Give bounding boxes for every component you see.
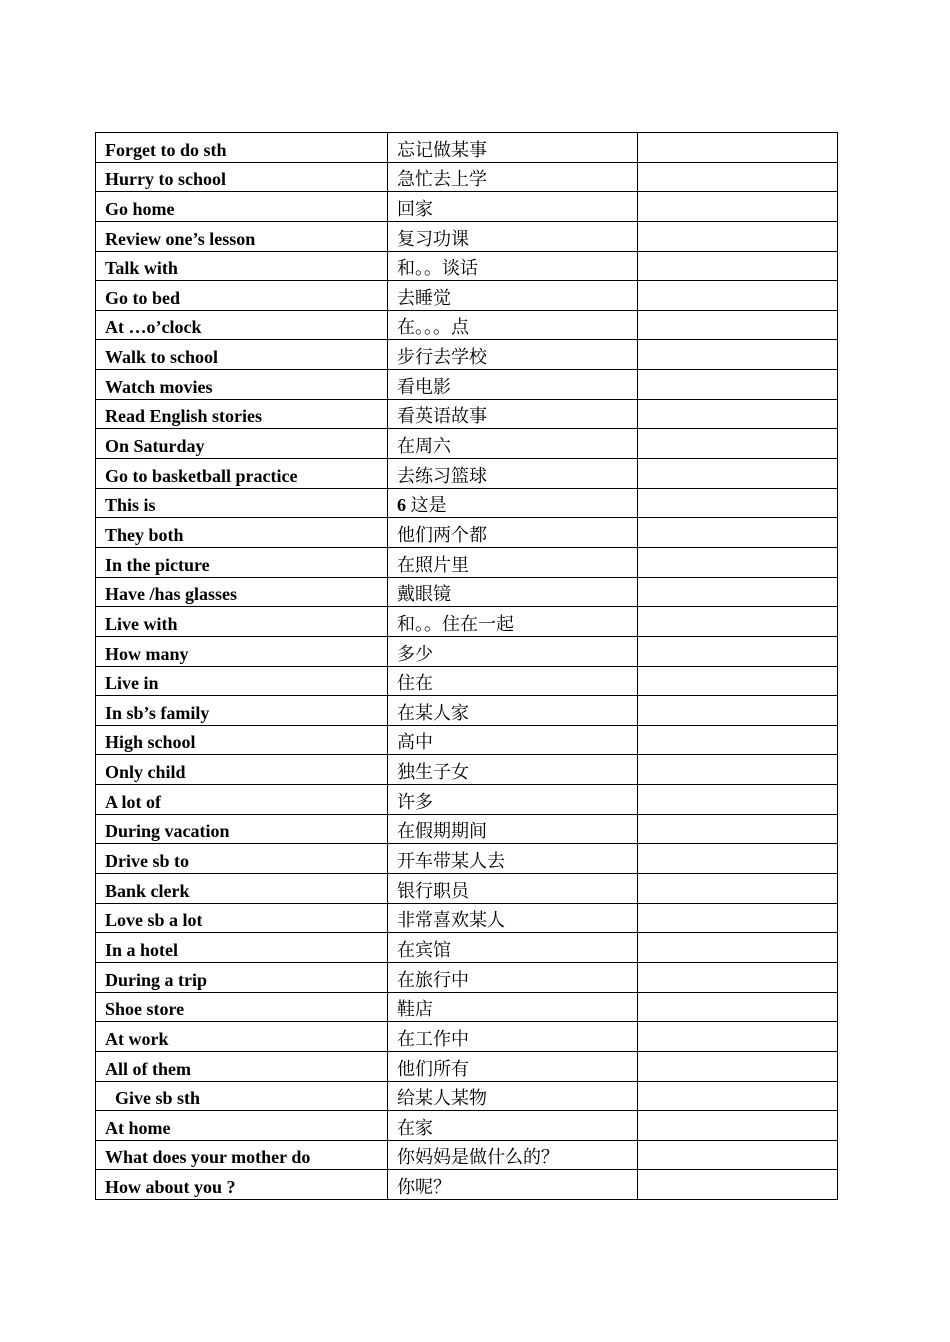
english-phrase: High school	[105, 732, 196, 753]
chinese-meaning: 在某人家	[397, 702, 469, 723]
blank-cell	[638, 1081, 838, 1111]
english-phrase: In the picture	[105, 554, 210, 575]
chinese-meaning-wrap	[397, 614, 514, 636]
blank-cell	[638, 1170, 838, 1200]
chinese-meaning-wrap	[397, 970, 469, 992]
table-row	[96, 310, 838, 340]
chinese-meaning-cell	[388, 310, 638, 340]
chinese-meaning-cell	[388, 874, 638, 904]
table-row	[96, 459, 838, 489]
chinese-meaning: 他们所有	[397, 1058, 469, 1079]
chinese-meaning-cell	[388, 488, 638, 518]
english-phrase: How about you ?	[105, 1177, 236, 1198]
blank-cell	[638, 903, 838, 933]
chinese-meaning-cell	[388, 1022, 638, 1052]
blank-cell	[638, 844, 838, 874]
chinese-meaning-wrap	[397, 584, 451, 606]
chinese-meaning-wrap	[397, 851, 505, 873]
blank-cell	[638, 370, 838, 400]
english-phrase-cell	[96, 636, 388, 666]
table-row	[96, 1111, 838, 1141]
chinese-meaning-wrap	[397, 466, 487, 488]
chinese-meaning-wrap	[397, 140, 487, 162]
english-phrase: Go to basketball practice	[105, 465, 298, 486]
chinese-meaning-cell	[388, 370, 638, 400]
blank-cell	[638, 281, 838, 311]
english-phrase: In sb’s family	[105, 702, 210, 723]
table-row	[96, 251, 838, 281]
english-phrase: Go to bed	[105, 287, 181, 308]
english-phrase-cell	[96, 725, 388, 755]
chinese-meaning-wrap	[397, 732, 433, 754]
chinese-meaning-wrap	[397, 229, 469, 251]
blank-cell	[638, 192, 838, 222]
blank-cell	[638, 607, 838, 637]
chinese-meaning-cell	[388, 992, 638, 1022]
english-phrase-cell	[96, 370, 388, 400]
chinese-meaning-wrap	[397, 910, 505, 932]
table-row	[96, 1170, 838, 1200]
table-row	[96, 874, 838, 904]
chinese-meaning-wrap	[397, 1088, 487, 1110]
english-phrase-cell	[96, 1022, 388, 1052]
table-row	[96, 429, 838, 459]
chinese-meaning-cell	[388, 1170, 638, 1200]
english-phrase: What does your mother do	[105, 1147, 311, 1168]
chinese-meaning: 去睡觉	[397, 287, 451, 308]
chinese-meaning-wrap	[397, 1059, 469, 1081]
blank-cell	[638, 310, 838, 340]
chinese-meaning: 住在	[397, 673, 433, 694]
english-phrase-cell	[96, 399, 388, 429]
chinese-meaning-wrap	[397, 881, 469, 903]
blank-cell	[638, 547, 838, 577]
english-phrase-cell	[96, 844, 388, 874]
chinese-meaning-wrap	[397, 940, 451, 962]
chinese-meaning-wrap	[397, 999, 433, 1021]
english-phrase-cell	[96, 251, 388, 281]
table-row	[96, 547, 838, 577]
table-row	[96, 281, 838, 311]
english-phrase-cell	[96, 488, 388, 518]
table-row	[96, 696, 838, 726]
chinese-meaning-wrap	[397, 1147, 559, 1169]
table-row	[96, 577, 838, 607]
english-phrase: Go home	[105, 198, 175, 219]
table-row	[96, 607, 838, 637]
chinese-meaning-cell	[388, 429, 638, 459]
english-phrase: Drive sb to	[105, 851, 189, 872]
chinese-meaning-cell	[388, 962, 638, 992]
english-phrase: Live in	[105, 673, 159, 694]
chinese-meaning-wrap	[397, 792, 433, 814]
english-phrase: In a hotel	[105, 939, 179, 960]
chinese-meaning-cell	[388, 340, 638, 370]
chinese-meaning: 在家	[397, 1117, 433, 1138]
chinese-meaning: 在宾馆	[397, 939, 451, 960]
english-phrase: This is	[105, 495, 156, 516]
chinese-meaning-cell	[388, 607, 638, 637]
chinese-meaning-cell	[388, 577, 638, 607]
chinese-meaning-wrap	[397, 199, 433, 221]
chinese-meaning: 鞋店	[397, 999, 433, 1020]
blank-cell	[638, 429, 838, 459]
table-row	[96, 725, 838, 755]
chinese-meaning: 开车带某人去	[397, 851, 505, 872]
chinese-meaning-cell	[388, 192, 638, 222]
chinese-meaning-cell	[388, 281, 638, 311]
chinese-meaning-cell	[388, 399, 638, 429]
blank-cell	[638, 874, 838, 904]
chinese-meaning-cell	[388, 725, 638, 755]
chinese-meaning-wrap	[397, 525, 487, 547]
english-phrase: Read English stories	[105, 406, 263, 427]
english-phrase: Give sb sth	[115, 1088, 201, 1109]
chinese-meaning-cell	[388, 636, 638, 666]
blank-cell	[638, 755, 838, 785]
chinese-meaning: 给某人某物	[397, 1088, 487, 1109]
english-phrase: Love sb a lot	[105, 910, 203, 931]
blank-cell	[638, 933, 838, 963]
blank-cell	[638, 577, 838, 607]
chinese-meaning-wrap	[397, 644, 433, 666]
chinese-meaning-cell	[388, 1051, 638, 1081]
chinese-meaning-wrap	[397, 673, 433, 695]
blank-cell	[638, 962, 838, 992]
chinese-meaning-wrap	[397, 169, 487, 191]
english-phrase: At home	[105, 1117, 171, 1138]
chinese-meaning-cell	[388, 844, 638, 874]
blank-cell	[638, 221, 838, 251]
table-row	[96, 666, 838, 696]
blank-cell	[638, 340, 838, 370]
table-row	[96, 399, 838, 429]
chinese-meaning: 你妈妈是做什么的？	[397, 1147, 559, 1168]
english-phrase-cell	[96, 814, 388, 844]
chinese-meaning: 忘记做某事	[397, 139, 487, 160]
chinese-meaning-cell	[388, 221, 638, 251]
blank-cell	[638, 696, 838, 726]
chinese-meaning-cell	[388, 251, 638, 281]
blank-cell	[638, 518, 838, 548]
chinese-meaning-wrap	[397, 1177, 451, 1199]
chinese-meaning: 在旅行中	[397, 969, 469, 990]
table-row	[96, 488, 838, 518]
chinese-meaning-wrap	[397, 762, 469, 784]
chinese-meaning: 在照片里	[397, 554, 469, 575]
chinese-meaning: 在。。。点	[397, 317, 469, 338]
english-phrase: Live with	[105, 613, 178, 634]
blank-cell	[638, 162, 838, 192]
english-phrase-cell	[96, 340, 388, 370]
table-row	[96, 992, 838, 1022]
english-phrase-cell	[96, 992, 388, 1022]
chinese-meaning-cell	[388, 785, 638, 815]
table-row	[96, 933, 838, 963]
english-phrase: Walk to school	[105, 347, 219, 368]
english-phrase-cell	[96, 696, 388, 726]
blank-cell	[638, 725, 838, 755]
chinese-meaning: 和。。谈话	[397, 258, 478, 279]
english-phrase: A lot of	[105, 791, 161, 812]
english-phrase: During vacation	[105, 821, 230, 842]
chinese-meaning-wrap	[397, 288, 451, 310]
chinese-meaning: 复习功课	[397, 228, 469, 249]
table-row	[96, 1022, 838, 1052]
english-phrase-cell	[96, 547, 388, 577]
chinese-meaning-wrap	[397, 1118, 433, 1140]
chinese-meaning-wrap	[397, 555, 469, 577]
table-row	[96, 755, 838, 785]
chinese-meaning-cell	[388, 518, 638, 548]
english-phrase: They both	[105, 524, 184, 545]
english-phrase-cell	[96, 785, 388, 815]
chinese-meaning-cell	[388, 1140, 638, 1170]
chinese-meaning: 戴眼镜	[397, 584, 451, 605]
blank-cell	[638, 814, 838, 844]
blank-cell	[638, 636, 838, 666]
chinese-meaning: 步行去学校	[397, 347, 487, 368]
unit-number: 6	[397, 495, 406, 516]
chinese-meaning: 在周六	[397, 436, 451, 457]
table-row	[96, 785, 838, 815]
chinese-meaning: 他们两个都	[397, 524, 487, 545]
chinese-meaning: 高中	[397, 732, 433, 753]
english-phrase: At …o’clock	[105, 317, 202, 338]
english-phrase: Review one’s lesson	[105, 228, 256, 249]
english-phrase-cell	[96, 1051, 388, 1081]
english-phrase: Watch movies	[105, 376, 213, 397]
chinese-meaning: 去练习篮球	[397, 465, 487, 486]
chinese-meaning-cell	[388, 162, 638, 192]
table-row	[96, 192, 838, 222]
table-row	[96, 370, 838, 400]
chinese-meaning: 在工作中	[397, 1028, 469, 1049]
english-phrase-cell	[96, 874, 388, 904]
blank-cell	[638, 992, 838, 1022]
blank-cell	[638, 459, 838, 489]
chinese-meaning: 许多	[397, 791, 433, 812]
english-phrase-cell	[96, 962, 388, 992]
chinese-meaning: 急忙去上学	[397, 169, 487, 190]
english-phrase: Only child	[105, 762, 186, 783]
chinese-meaning-cell	[388, 666, 638, 696]
table-row	[96, 1081, 838, 1111]
english-phrase: At work	[105, 1028, 169, 1049]
chinese-meaning-wrap	[397, 821, 487, 843]
chinese-meaning-cell	[388, 547, 638, 577]
blank-cell	[638, 251, 838, 281]
english-phrase-cell	[96, 1140, 388, 1170]
chinese-meaning: 回家	[397, 198, 433, 219]
english-phrase-cell	[96, 755, 388, 785]
chinese-meaning-wrap	[397, 377, 451, 399]
table-row	[96, 221, 838, 251]
english-phrase-cell	[96, 518, 388, 548]
chinese-meaning-wrap	[397, 406, 487, 428]
chinese-meaning-wrap	[397, 258, 478, 280]
table-row	[96, 340, 838, 370]
chinese-meaning-wrap	[397, 703, 469, 725]
chinese-meaning-wrap	[397, 1029, 469, 1051]
english-phrase-cell	[96, 903, 388, 933]
chinese-meaning: 多少	[397, 643, 433, 664]
chinese-meaning: 这是	[406, 495, 447, 516]
blank-cell	[638, 133, 838, 163]
english-phrase-cell	[96, 281, 388, 311]
english-phrase: Shoe store	[105, 999, 185, 1020]
english-phrase: All of them	[105, 1058, 191, 1079]
english-phrase: Hurry to school	[105, 169, 226, 190]
english-phrase: Talk with	[105, 258, 178, 279]
table-row	[96, 133, 838, 163]
chinese-meaning: 非常喜欢某人	[397, 910, 505, 931]
english-phrase: Have /has glasses	[105, 584, 238, 605]
blank-cell	[638, 1140, 838, 1170]
english-phrase-cell	[96, 221, 388, 251]
table-row	[96, 1140, 838, 1170]
chinese-meaning-cell	[388, 1081, 638, 1111]
chinese-meaning-cell	[388, 696, 638, 726]
english-phrase-cell	[96, 133, 388, 163]
chinese-meaning: 在假期期间	[397, 821, 487, 842]
chinese-meaning-cell	[388, 755, 638, 785]
blank-cell	[638, 1111, 838, 1141]
chinese-meaning: 独生子女	[397, 762, 469, 783]
english-phrase: On Saturday	[105, 436, 205, 457]
english-phrase-cell	[96, 1111, 388, 1141]
english-phrase-cell	[96, 1170, 388, 1200]
table-row	[96, 162, 838, 192]
english-phrase-cell	[96, 429, 388, 459]
chinese-meaning-wrap	[397, 436, 451, 458]
table-row	[96, 518, 838, 548]
english-phrase: Forget to do sth	[105, 139, 227, 160]
english-phrase-cell	[96, 459, 388, 489]
english-phrase-cell	[96, 192, 388, 222]
chinese-meaning-cell	[388, 459, 638, 489]
vocabulary-table-body	[96, 133, 838, 1200]
blank-cell	[638, 488, 838, 518]
chinese-meaning-cell	[388, 814, 638, 844]
chinese-meaning: 你呢？	[397, 1177, 451, 1198]
english-phrase-cell	[96, 162, 388, 192]
table-row	[96, 1051, 838, 1081]
table-row	[96, 814, 838, 844]
english-phrase-cell	[96, 1081, 388, 1111]
chinese-meaning: 看电影	[397, 376, 451, 397]
chinese-meaning-cell	[388, 903, 638, 933]
chinese-meaning-wrap	[397, 317, 469, 339]
table-row	[96, 903, 838, 933]
english-phrase-cell	[96, 577, 388, 607]
chinese-meaning: 看英语故事	[397, 406, 487, 427]
blank-cell	[638, 1022, 838, 1052]
english-phrase-cell	[96, 607, 388, 637]
blank-cell	[638, 399, 838, 429]
english-phrase-cell	[96, 310, 388, 340]
table-row	[96, 962, 838, 992]
table-row	[96, 636, 838, 666]
english-phrase: Bank clerk	[105, 880, 190, 901]
blank-cell	[638, 785, 838, 815]
chinese-meaning-cell	[388, 133, 638, 163]
chinese-meaning: 和。。住在一起	[397, 613, 514, 634]
blank-cell	[638, 666, 838, 696]
chinese-meaning-cell	[388, 1111, 638, 1141]
blank-cell	[638, 1051, 838, 1081]
chinese-meaning-wrap	[397, 495, 447, 517]
chinese-meaning-cell	[388, 933, 638, 963]
chinese-meaning-wrap	[397, 347, 487, 369]
chinese-meaning: 银行职员	[397, 880, 469, 901]
english-phrase: During a trip	[105, 969, 208, 990]
english-phrase: How many	[105, 643, 189, 664]
table-row	[96, 844, 838, 874]
vocabulary-table	[95, 132, 838, 1200]
english-phrase-cell	[96, 933, 388, 963]
english-phrase-cell	[96, 666, 388, 696]
